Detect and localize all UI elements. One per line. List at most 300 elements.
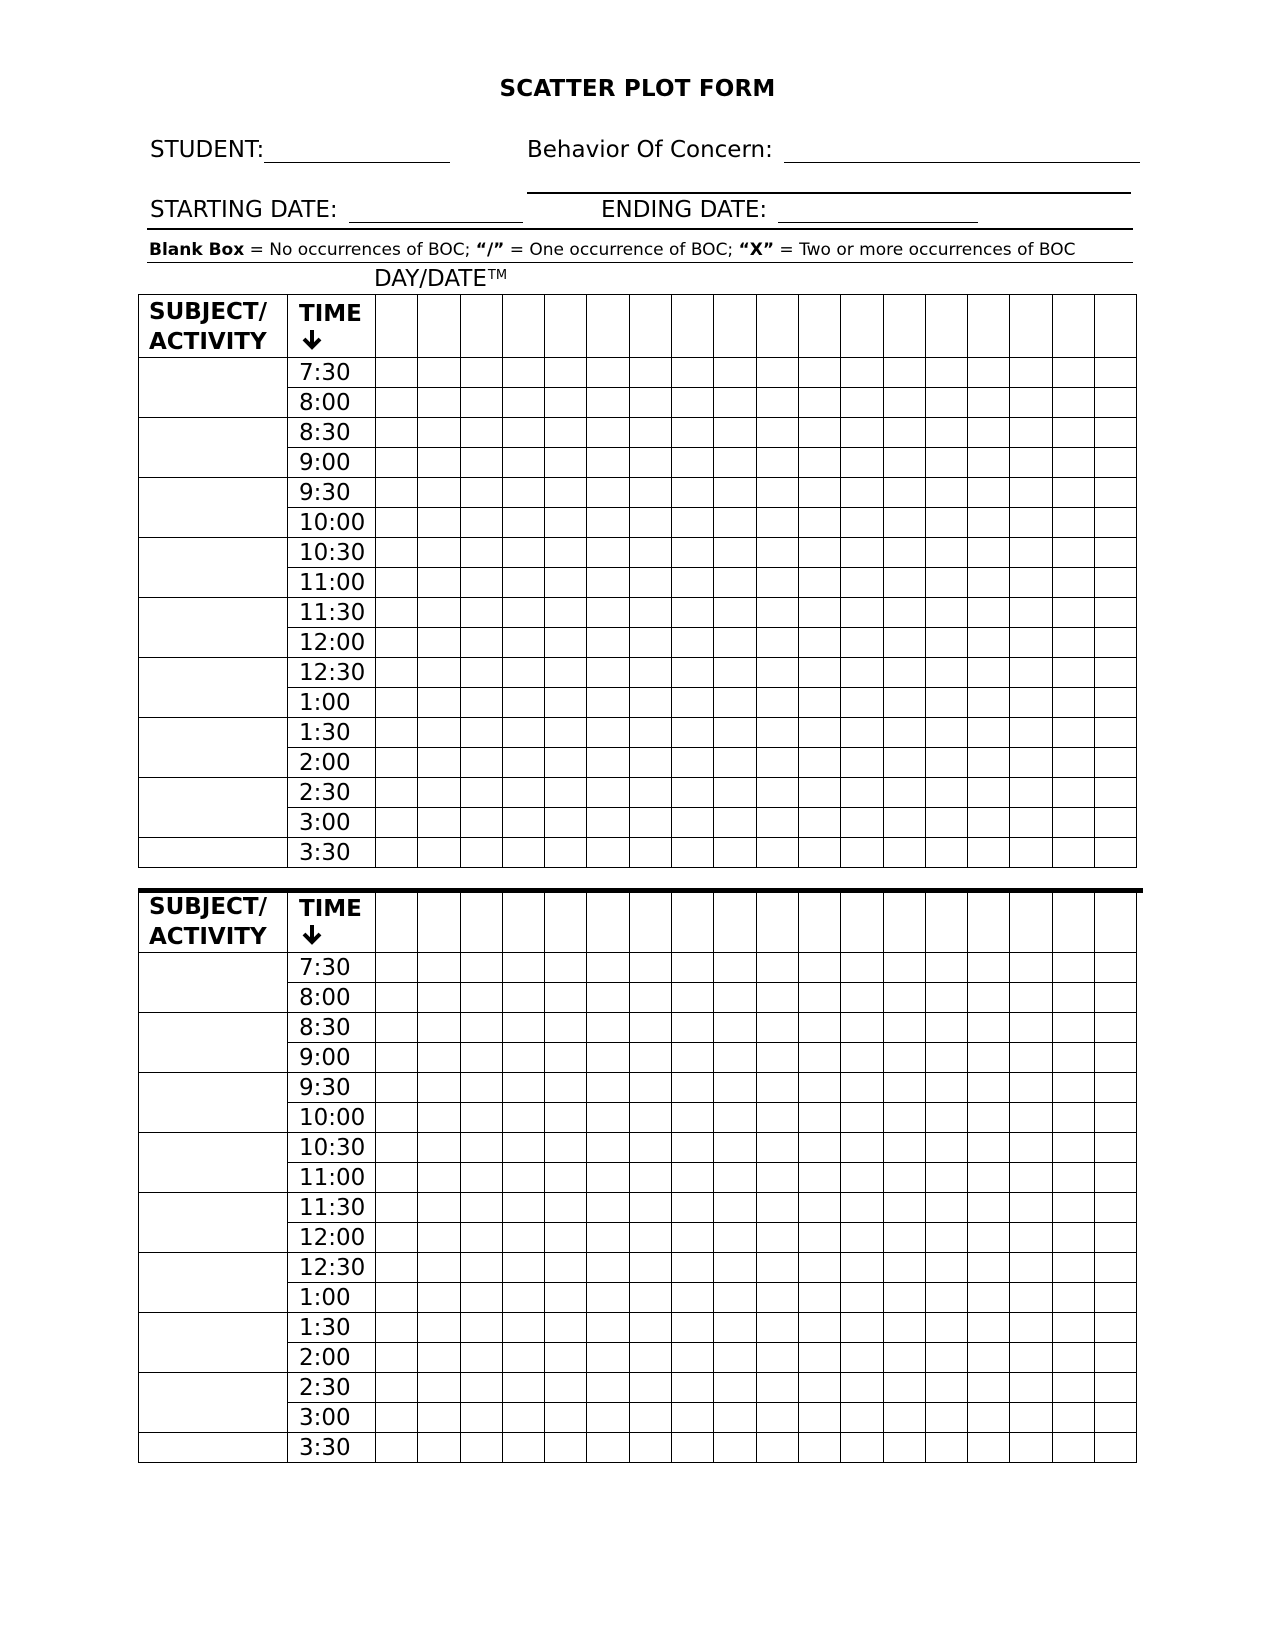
subject-activity-cell[interactable]: [139, 1433, 288, 1463]
occurrence-cell[interactable]: [376, 418, 418, 448]
occurrence-cell[interactable]: [883, 358, 925, 388]
day-date-header-cell[interactable]: [714, 295, 756, 358]
occurrence-cell[interactable]: [587, 808, 629, 838]
occurrence-cell[interactable]: [968, 1103, 1010, 1133]
occurrence-cell[interactable]: [714, 1373, 756, 1403]
occurrence-cell[interactable]: [1010, 1163, 1052, 1193]
occurrence-cell[interactable]: [545, 448, 587, 478]
occurrence-cell[interactable]: [883, 538, 925, 568]
occurrence-cell[interactable]: [714, 1133, 756, 1163]
occurrence-cell[interactable]: [968, 1013, 1010, 1043]
occurrence-cell[interactable]: [714, 628, 756, 658]
occurrence-cell[interactable]: [418, 1013, 460, 1043]
occurrence-cell[interactable]: [418, 838, 460, 868]
occurrence-cell[interactable]: [714, 358, 756, 388]
occurrence-cell[interactable]: [883, 658, 925, 688]
occurrence-cell[interactable]: [460, 1283, 502, 1313]
occurrence-cell[interactable]: [883, 628, 925, 658]
day-date-header-cell[interactable]: [1010, 295, 1052, 358]
occurrence-cell[interactable]: [418, 388, 460, 418]
occurrence-cell[interactable]: [672, 1013, 714, 1043]
occurrence-cell[interactable]: [376, 628, 418, 658]
occurrence-cell[interactable]: [714, 748, 756, 778]
occurrence-cell[interactable]: [841, 1193, 883, 1223]
occurrence-cell[interactable]: [841, 1103, 883, 1133]
day-date-header-cell[interactable]: [672, 890, 714, 953]
occurrence-cell[interactable]: [460, 718, 502, 748]
occurrence-cell[interactable]: [587, 688, 629, 718]
occurrence-cell[interactable]: [502, 388, 544, 418]
occurrence-cell[interactable]: [968, 1073, 1010, 1103]
occurrence-cell[interactable]: [841, 388, 883, 418]
subject-activity-cell[interactable]: [139, 953, 288, 1013]
occurrence-cell[interactable]: [798, 358, 840, 388]
occurrence-cell[interactable]: [672, 778, 714, 808]
occurrence-cell[interactable]: [925, 418, 967, 448]
occurrence-cell[interactable]: [545, 418, 587, 448]
occurrence-cell[interactable]: [1095, 718, 1137, 748]
occurrence-cell[interactable]: [545, 1073, 587, 1103]
occurrence-cell[interactable]: [545, 538, 587, 568]
subject-activity-cell[interactable]: [139, 358, 288, 418]
occurrence-cell[interactable]: [629, 1253, 671, 1283]
occurrence-cell[interactable]: [714, 418, 756, 448]
occurrence-cell[interactable]: [587, 1373, 629, 1403]
occurrence-cell[interactable]: [376, 778, 418, 808]
occurrence-cell[interactable]: [672, 1103, 714, 1133]
occurrence-cell[interactable]: [502, 508, 544, 538]
occurrence-cell[interactable]: [968, 1343, 1010, 1373]
occurrence-cell[interactable]: [1010, 1403, 1052, 1433]
starting-date-field[interactable]: [349, 198, 523, 223]
occurrence-cell[interactable]: [460, 778, 502, 808]
occurrence-cell[interactable]: [1010, 1193, 1052, 1223]
occurrence-cell[interactable]: [587, 598, 629, 628]
occurrence-cell[interactable]: [798, 1103, 840, 1133]
occurrence-cell[interactable]: [841, 688, 883, 718]
occurrence-cell[interactable]: [714, 953, 756, 983]
occurrence-cell[interactable]: [883, 388, 925, 418]
occurrence-cell[interactable]: [502, 778, 544, 808]
occurrence-cell[interactable]: [629, 508, 671, 538]
day-date-header-cell[interactable]: [672, 295, 714, 358]
occurrence-cell[interactable]: [883, 808, 925, 838]
occurrence-cell[interactable]: [1010, 983, 1052, 1013]
occurrence-cell[interactable]: [587, 1313, 629, 1343]
occurrence-cell[interactable]: [460, 1403, 502, 1433]
occurrence-cell[interactable]: [460, 1013, 502, 1043]
occurrence-cell[interactable]: [1052, 388, 1094, 418]
occurrence-cell[interactable]: [841, 1133, 883, 1163]
occurrence-cell[interactable]: [841, 568, 883, 598]
occurrence-cell[interactable]: [798, 598, 840, 628]
occurrence-cell[interactable]: [672, 358, 714, 388]
occurrence-cell[interactable]: [1010, 1313, 1052, 1343]
occurrence-cell[interactable]: [587, 1223, 629, 1253]
occurrence-cell[interactable]: [841, 1043, 883, 1073]
occurrence-cell[interactable]: [672, 508, 714, 538]
occurrence-cell[interactable]: [714, 1283, 756, 1313]
occurrence-cell[interactable]: [502, 808, 544, 838]
occurrence-cell[interactable]: [925, 1343, 967, 1373]
occurrence-cell[interactable]: [502, 1193, 544, 1223]
occurrence-cell[interactable]: [502, 1073, 544, 1103]
occurrence-cell[interactable]: [1052, 1403, 1094, 1433]
occurrence-cell[interactable]: [925, 748, 967, 778]
occurrence-cell[interactable]: [672, 983, 714, 1013]
occurrence-cell[interactable]: [587, 508, 629, 538]
occurrence-cell[interactable]: [925, 1283, 967, 1313]
day-date-header-cell[interactable]: [798, 295, 840, 358]
occurrence-cell[interactable]: [545, 1403, 587, 1433]
occurrence-cell[interactable]: [672, 688, 714, 718]
subject-activity-cell[interactable]: [139, 1133, 288, 1193]
occurrence-cell[interactable]: [1095, 748, 1137, 778]
occurrence-cell[interactable]: [968, 1403, 1010, 1433]
occurrence-cell[interactable]: [756, 1133, 798, 1163]
occurrence-cell[interactable]: [629, 1373, 671, 1403]
occurrence-cell[interactable]: [1010, 808, 1052, 838]
occurrence-cell[interactable]: [1052, 1133, 1094, 1163]
occurrence-cell[interactable]: [545, 478, 587, 508]
occurrence-cell[interactable]: [502, 1373, 544, 1403]
occurrence-cell[interactable]: [756, 508, 798, 538]
occurrence-cell[interactable]: [925, 808, 967, 838]
occurrence-cell[interactable]: [587, 538, 629, 568]
subject-activity-cell[interactable]: [139, 418, 288, 478]
occurrence-cell[interactable]: [502, 598, 544, 628]
day-date-header-cell[interactable]: [968, 890, 1010, 953]
occurrence-cell[interactable]: [502, 418, 544, 448]
occurrence-cell[interactable]: [460, 838, 502, 868]
occurrence-cell[interactable]: [968, 1133, 1010, 1163]
occurrence-cell[interactable]: [672, 1373, 714, 1403]
occurrence-cell[interactable]: [502, 478, 544, 508]
occurrence-cell[interactable]: [629, 838, 671, 868]
occurrence-cell[interactable]: [672, 388, 714, 418]
occurrence-cell[interactable]: [587, 358, 629, 388]
occurrence-cell[interactable]: [545, 568, 587, 598]
occurrence-cell[interactable]: [1095, 1043, 1137, 1073]
occurrence-cell[interactable]: [1052, 448, 1094, 478]
occurrence-cell[interactable]: [714, 1313, 756, 1343]
occurrence-cell[interactable]: [925, 448, 967, 478]
day-date-header-cell[interactable]: [545, 890, 587, 953]
occurrence-cell[interactable]: [883, 568, 925, 598]
occurrence-cell[interactable]: [883, 1253, 925, 1283]
occurrence-cell[interactable]: [925, 983, 967, 1013]
subject-activity-cell[interactable]: [139, 538, 288, 598]
occurrence-cell[interactable]: [756, 538, 798, 568]
occurrence-cell[interactable]: [714, 1073, 756, 1103]
occurrence-cell[interactable]: [925, 1013, 967, 1043]
day-date-header-cell[interactable]: [376, 890, 418, 953]
day-date-header-cell[interactable]: [587, 295, 629, 358]
occurrence-cell[interactable]: [883, 1343, 925, 1373]
occurrence-cell[interactable]: [925, 953, 967, 983]
occurrence-cell[interactable]: [883, 418, 925, 448]
occurrence-cell[interactable]: [798, 718, 840, 748]
occurrence-cell[interactable]: [756, 1163, 798, 1193]
occurrence-cell[interactable]: [714, 1043, 756, 1073]
occurrence-cell[interactable]: [1010, 1283, 1052, 1313]
occurrence-cell[interactable]: [460, 808, 502, 838]
occurrence-cell[interactable]: [714, 1343, 756, 1373]
occurrence-cell[interactable]: [756, 658, 798, 688]
occurrence-cell[interactable]: [502, 718, 544, 748]
occurrence-cell[interactable]: [418, 1133, 460, 1163]
day-date-header-cell[interactable]: [883, 890, 925, 953]
occurrence-cell[interactable]: [587, 748, 629, 778]
occurrence-cell[interactable]: [672, 478, 714, 508]
occurrence-cell[interactable]: [798, 1163, 840, 1193]
occurrence-cell[interactable]: [629, 983, 671, 1013]
occurrence-cell[interactable]: [629, 1223, 671, 1253]
day-date-header-cell[interactable]: [1095, 890, 1137, 953]
occurrence-cell[interactable]: [376, 658, 418, 688]
occurrence-cell[interactable]: [418, 1313, 460, 1343]
occurrence-cell[interactable]: [798, 508, 840, 538]
occurrence-cell[interactable]: [672, 1403, 714, 1433]
occurrence-cell[interactable]: [502, 1343, 544, 1373]
occurrence-cell[interactable]: [1095, 478, 1137, 508]
occurrence-cell[interactable]: [1095, 1343, 1137, 1373]
occurrence-cell[interactable]: [968, 748, 1010, 778]
day-date-header-cell[interactable]: [629, 890, 671, 953]
occurrence-cell[interactable]: [798, 1283, 840, 1313]
occurrence-cell[interactable]: [1052, 478, 1094, 508]
occurrence-cell[interactable]: [629, 1043, 671, 1073]
occurrence-cell[interactable]: [968, 1043, 1010, 1073]
occurrence-cell[interactable]: [714, 1253, 756, 1283]
student-field[interactable]: [264, 138, 450, 163]
occurrence-cell[interactable]: [1052, 1433, 1094, 1463]
occurrence-cell[interactable]: [1095, 838, 1137, 868]
occurrence-cell[interactable]: [376, 1403, 418, 1433]
subject-activity-cell[interactable]: [139, 718, 288, 778]
occurrence-cell[interactable]: [1095, 1163, 1137, 1193]
occurrence-cell[interactable]: [1052, 953, 1094, 983]
occurrence-cell[interactable]: [376, 1313, 418, 1343]
occurrence-cell[interactable]: [1052, 1223, 1094, 1253]
occurrence-cell[interactable]: [925, 658, 967, 688]
occurrence-cell[interactable]: [798, 953, 840, 983]
occurrence-cell[interactable]: [925, 508, 967, 538]
occurrence-cell[interactable]: [714, 1403, 756, 1433]
occurrence-cell[interactable]: [460, 538, 502, 568]
occurrence-cell[interactable]: [798, 628, 840, 658]
occurrence-cell[interactable]: [376, 838, 418, 868]
occurrence-cell[interactable]: [883, 778, 925, 808]
occurrence-cell[interactable]: [1095, 688, 1137, 718]
occurrence-cell[interactable]: [629, 538, 671, 568]
occurrence-cell[interactable]: [968, 1163, 1010, 1193]
occurrence-cell[interactable]: [756, 628, 798, 658]
occurrence-cell[interactable]: [968, 418, 1010, 448]
occurrence-cell[interactable]: [1052, 658, 1094, 688]
occurrence-cell[interactable]: [714, 688, 756, 718]
occurrence-cell[interactable]: [756, 983, 798, 1013]
occurrence-cell[interactable]: [968, 1223, 1010, 1253]
occurrence-cell[interactable]: [1010, 538, 1052, 568]
occurrence-cell[interactable]: [925, 718, 967, 748]
occurrence-cell[interactable]: [460, 1433, 502, 1463]
occurrence-cell[interactable]: [418, 1103, 460, 1133]
occurrence-cell[interactable]: [418, 1223, 460, 1253]
occurrence-cell[interactable]: [841, 1403, 883, 1433]
occurrence-cell[interactable]: [1095, 1223, 1137, 1253]
occurrence-cell[interactable]: [1095, 1133, 1137, 1163]
occurrence-cell[interactable]: [587, 568, 629, 598]
occurrence-cell[interactable]: [968, 658, 1010, 688]
occurrence-cell[interactable]: [460, 628, 502, 658]
occurrence-cell[interactable]: [629, 808, 671, 838]
occurrence-cell[interactable]: [1052, 1103, 1094, 1133]
occurrence-cell[interactable]: [756, 1283, 798, 1313]
occurrence-cell[interactable]: [376, 1283, 418, 1313]
occurrence-cell[interactable]: [629, 598, 671, 628]
occurrence-cell[interactable]: [925, 1103, 967, 1133]
occurrence-cell[interactable]: [714, 778, 756, 808]
occurrence-cell[interactable]: [1095, 1253, 1137, 1283]
occurrence-cell[interactable]: [545, 1313, 587, 1343]
occurrence-cell[interactable]: [1010, 1223, 1052, 1253]
occurrence-cell[interactable]: [798, 388, 840, 418]
occurrence-cell[interactable]: [672, 568, 714, 598]
occurrence-cell[interactable]: [756, 358, 798, 388]
occurrence-cell[interactable]: [1052, 718, 1094, 748]
occurrence-cell[interactable]: [672, 808, 714, 838]
occurrence-cell[interactable]: [418, 688, 460, 718]
occurrence-cell[interactable]: [883, 983, 925, 1013]
occurrence-cell[interactable]: [629, 1403, 671, 1433]
occurrence-cell[interactable]: [756, 748, 798, 778]
occurrence-cell[interactable]: [1010, 418, 1052, 448]
occurrence-cell[interactable]: [925, 388, 967, 418]
occurrence-cell[interactable]: [714, 478, 756, 508]
occurrence-cell[interactable]: [587, 983, 629, 1013]
occurrence-cell[interactable]: [1052, 358, 1094, 388]
occurrence-cell[interactable]: [756, 1103, 798, 1133]
occurrence-cell[interactable]: [1010, 718, 1052, 748]
occurrence-cell[interactable]: [629, 953, 671, 983]
occurrence-cell[interactable]: [418, 953, 460, 983]
occurrence-cell[interactable]: [418, 598, 460, 628]
occurrence-cell[interactable]: [798, 478, 840, 508]
occurrence-cell[interactable]: [1010, 688, 1052, 718]
occurrence-cell[interactable]: [883, 1193, 925, 1223]
subject-activity-cell[interactable]: [139, 778, 288, 838]
occurrence-cell[interactable]: [1095, 1103, 1137, 1133]
occurrence-cell[interactable]: [756, 388, 798, 418]
occurrence-cell[interactable]: [460, 1163, 502, 1193]
subject-activity-cell[interactable]: [139, 1013, 288, 1073]
occurrence-cell[interactable]: [925, 1073, 967, 1103]
occurrence-cell[interactable]: [545, 688, 587, 718]
day-date-header-cell[interactable]: [460, 890, 502, 953]
occurrence-cell[interactable]: [756, 688, 798, 718]
occurrence-cell[interactable]: [756, 418, 798, 448]
behavior-field-line2[interactable]: [527, 192, 1131, 194]
occurrence-cell[interactable]: [545, 1013, 587, 1043]
occurrence-cell[interactable]: [714, 568, 756, 598]
occurrence-cell[interactable]: [376, 718, 418, 748]
occurrence-cell[interactable]: [418, 508, 460, 538]
occurrence-cell[interactable]: [1052, 808, 1094, 838]
occurrence-cell[interactable]: [756, 1073, 798, 1103]
occurrence-cell[interactable]: [587, 1133, 629, 1163]
occurrence-cell[interactable]: [968, 983, 1010, 1013]
occurrence-cell[interactable]: [841, 658, 883, 688]
occurrence-cell[interactable]: [1095, 778, 1137, 808]
occurrence-cell[interactable]: [545, 1133, 587, 1163]
day-date-header-cell[interactable]: [1052, 295, 1094, 358]
occurrence-cell[interactable]: [883, 478, 925, 508]
occurrence-cell[interactable]: [629, 1193, 671, 1223]
occurrence-cell[interactable]: [925, 838, 967, 868]
occurrence-cell[interactable]: [798, 808, 840, 838]
occurrence-cell[interactable]: [841, 808, 883, 838]
occurrence-cell[interactable]: [1095, 1373, 1137, 1403]
occurrence-cell[interactable]: [1095, 388, 1137, 418]
occurrence-cell[interactable]: [672, 1223, 714, 1253]
occurrence-cell[interactable]: [460, 658, 502, 688]
day-date-header-cell[interactable]: [756, 295, 798, 358]
occurrence-cell[interactable]: [883, 1043, 925, 1073]
occurrence-cell[interactable]: [756, 568, 798, 598]
occurrence-cell[interactable]: [925, 628, 967, 658]
occurrence-cell[interactable]: [460, 448, 502, 478]
occurrence-cell[interactable]: [968, 568, 1010, 598]
occurrence-cell[interactable]: [1052, 1073, 1094, 1103]
occurrence-cell[interactable]: [925, 1223, 967, 1253]
occurrence-cell[interactable]: [460, 1193, 502, 1223]
occurrence-cell[interactable]: [714, 983, 756, 1013]
day-date-header-cell[interactable]: [460, 295, 502, 358]
occurrence-cell[interactable]: [883, 748, 925, 778]
occurrence-cell[interactable]: [376, 983, 418, 1013]
occurrence-cell[interactable]: [545, 508, 587, 538]
occurrence-cell[interactable]: [460, 983, 502, 1013]
occurrence-cell[interactable]: [1095, 983, 1137, 1013]
occurrence-cell[interactable]: [502, 1013, 544, 1043]
occurrence-cell[interactable]: [376, 358, 418, 388]
occurrence-cell[interactable]: [418, 1073, 460, 1103]
occurrence-cell[interactable]: [1010, 1253, 1052, 1283]
occurrence-cell[interactable]: [968, 1433, 1010, 1463]
occurrence-cell[interactable]: [714, 1223, 756, 1253]
occurrence-cell[interactable]: [1052, 1013, 1094, 1043]
occurrence-cell[interactable]: [418, 1163, 460, 1193]
occurrence-cell[interactable]: [756, 1433, 798, 1463]
occurrence-cell[interactable]: [460, 688, 502, 718]
occurrence-cell[interactable]: [672, 658, 714, 688]
occurrence-cell[interactable]: [502, 1133, 544, 1163]
occurrence-cell[interactable]: [502, 688, 544, 718]
occurrence-cell[interactable]: [968, 1283, 1010, 1313]
occurrence-cell[interactable]: [418, 1343, 460, 1373]
occurrence-cell[interactable]: [798, 983, 840, 1013]
occurrence-cell[interactable]: [756, 1373, 798, 1403]
occurrence-cell[interactable]: [672, 628, 714, 658]
occurrence-cell[interactable]: [629, 568, 671, 598]
occurrence-cell[interactable]: [968, 953, 1010, 983]
occurrence-cell[interactable]: [925, 358, 967, 388]
occurrence-cell[interactable]: [798, 838, 840, 868]
occurrence-cell[interactable]: [1010, 388, 1052, 418]
occurrence-cell[interactable]: [925, 598, 967, 628]
occurrence-cell[interactable]: [798, 418, 840, 448]
